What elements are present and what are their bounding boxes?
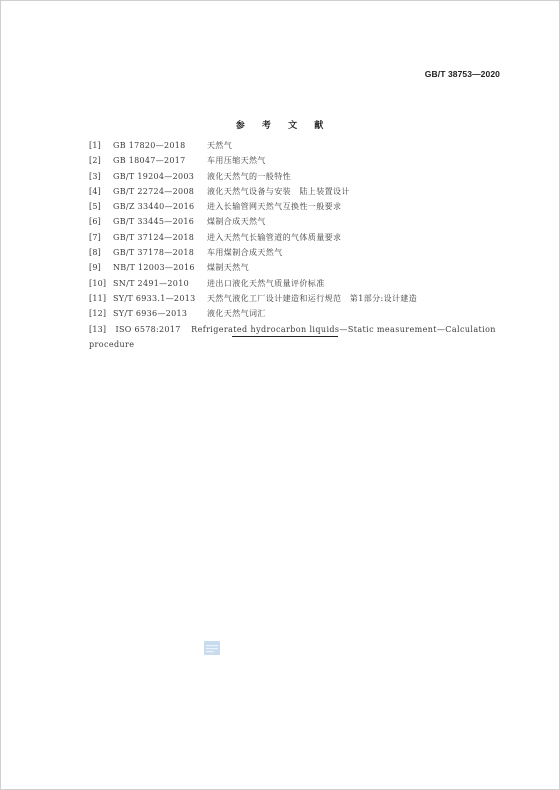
reference-code: GB 18047—2017 <box>113 156 186 166</box>
reference-title: 天然气液化工厂设计建造和运行规范 第1部分:设计建造 <box>207 293 418 303</box>
reference-number: [10] <box>89 278 107 288</box>
reference-number: [5] <box>89 202 101 212</box>
reference-number: [11] <box>89 293 107 303</box>
watermark-stamp-icon <box>204 641 220 655</box>
reference-code: GB/Z 33440—2016 <box>113 202 195 212</box>
reference-item <box>89 138 509 153</box>
reference-title: 液化天然气设备与安装 陆上装置设计 <box>207 186 350 196</box>
reference-list <box>89 138 509 352</box>
reference-item <box>89 306 509 321</box>
reference-number: [1] <box>89 141 101 150</box>
reference-code: SY/T 6936—2013 <box>113 309 188 319</box>
reference-title: 进入天然气长输管道的气体质量要求 <box>207 232 342 242</box>
reference-item <box>89 199 509 214</box>
reference-item <box>89 291 509 306</box>
reference-number: [13] <box>89 324 107 334</box>
reference-item <box>89 245 509 260</box>
reference-title: 液化天然气词汇 <box>207 309 266 319</box>
reference-item <box>89 230 509 245</box>
reference-item <box>89 260 509 275</box>
page-title: 参 考 文 献 <box>235 121 331 131</box>
reference-number: [3] <box>89 171 101 181</box>
reference-title: Refrigerated hydrocarbon liquids—Static measurement—Calculation procedure <box>89 324 496 349</box>
standard-code: GB/T 38753—2020 <box>424 69 500 79</box>
end-rule <box>232 336 338 337</box>
reference-title: 煤制合成天然气 <box>207 217 266 227</box>
reference-code: SY/T 6933.1—2013 <box>113 293 196 303</box>
reference-item <box>89 214 509 229</box>
reference-code: GB/T 33445—2016 <box>113 217 195 227</box>
reference-code: GB 17820—2018 <box>113 141 186 150</box>
reference-code: GB/T 37178—2018 <box>113 248 195 258</box>
reference-number: [9] <box>89 263 101 273</box>
reference-title: 车用压缩天然气 <box>207 156 266 166</box>
reference-number: [7] <box>89 232 101 242</box>
reference-item <box>89 153 509 168</box>
reference-item <box>89 276 509 291</box>
reference-number: [4] <box>89 186 101 196</box>
reference-title: 天然气 <box>207 141 233 150</box>
reference-number: [8] <box>89 248 101 258</box>
reference-number: [12] <box>89 309 107 319</box>
reference-title: 液化天然气的一般特性 <box>207 171 291 181</box>
reference-code: GB/T 19204—2003 <box>113 171 195 181</box>
reference-code: SN/T 2491—2010 <box>113 278 189 288</box>
reference-number: [2] <box>89 156 101 166</box>
reference-title: 进出口液化天然气质量评价标准 <box>207 278 325 288</box>
reference-title: 煤制天然气 <box>207 263 249 273</box>
reference-item <box>89 169 509 184</box>
reference-number: [6] <box>89 217 101 227</box>
reference-code: ISO 6578:2017 <box>115 324 181 334</box>
reference-title: 进入长输管网天然气互换性一般要求 <box>207 202 342 212</box>
reference-code: NB/T 12003—2016 <box>113 263 195 273</box>
reference-item <box>89 184 509 199</box>
reference-title: 车用煤制合成天然气 <box>207 248 283 258</box>
reference-code: GB/T 37124—2018 <box>113 232 195 242</box>
reference-code: GB/T 22724—2008 <box>113 186 195 196</box>
